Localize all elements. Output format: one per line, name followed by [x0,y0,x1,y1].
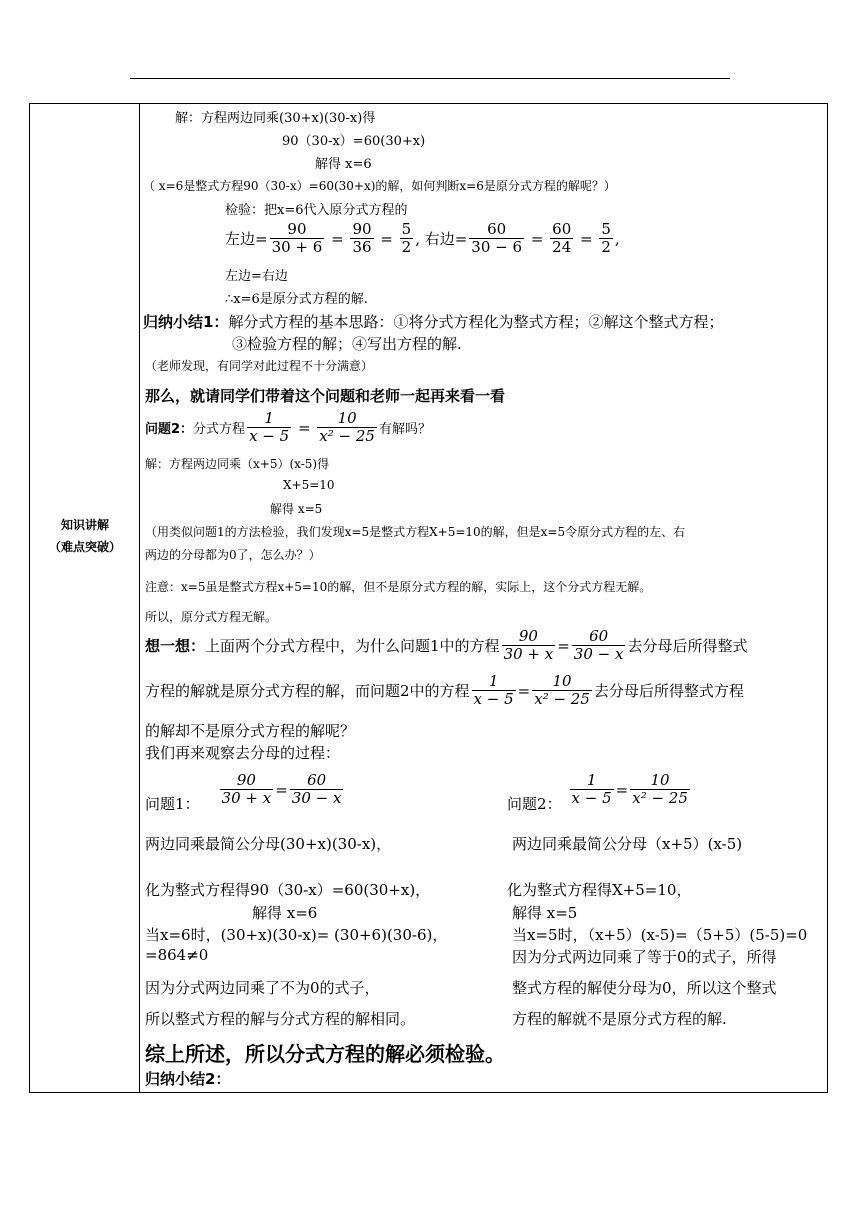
p2-note: 注意：x=5虽是整式方程x+5=10的解，但不是原分式方程的解，实际上，这个分式方程无解。 [145,580,652,594]
fraction: $\frac{60}{24}$ [552,220,572,257]
fraction: $\frac{1}{x - 5}$ [249,409,290,446]
think-line1a: 上面两个分式方程中，为什么问题1中的方程 [205,637,500,656]
fraction: $\frac{90}{36}$ [352,220,372,257]
transition-text: 那么，就请同学们带着这个问题和老师一起再来看一看 [145,387,506,405]
think-line3: 的解却不是原分式方程的解呢？ [145,722,356,740]
compare-right-l4: 当x=5时，（x+5）(x-5)=（5+5）(5-5)=0 [512,926,808,944]
fraction: $\frac{1}{x - 5}$ [571,771,612,808]
compare-left-label: 问题1： [145,794,200,813]
think-line1: 想一想： 上面两个分式方程中，为什么问题1中的方程 $\frac{90}{30 + x}$ = $\frac{60}{30 - x}$ 去分母后所得整式 [145,627,748,664]
compare-left-l1: 两边同乘最简公分母(30+x)(30-x)， [145,835,392,853]
compare-left-l2: 化为整式方程得90（30-x）=60(30+x)， [145,881,431,899]
final-statement: 综上所述，所以分式方程的解必须检验。 [145,1042,505,1066]
fraction: $\frac{1}{x - 5}$ [473,672,514,709]
p1-eq: 90（30-x）=60(30+x) [282,134,426,149]
compare-right-header: 问题2： $\frac{1}{x - 5}$ = $\frac{10}{\text{x² − 25}}$ [507,771,688,813]
think-line2a: 方程的解就是原分式方程的解，而问题2中的方程 [145,682,470,701]
fraction: $\frac{5}{2}$ [401,220,412,257]
p2-eq: X+5=10 [283,478,335,492]
compare-left-header: 问题1： $\frac{90}{30 + x}$ = $\frac{60}{30 - x}$ [145,771,342,813]
p1-conclusion: ∴x=6是原分式方程的解. [225,292,368,307]
compare-right-label: 问题2： [507,794,562,813]
p2-remark1: （用类似问题1的方法检验，我们发现x=5是整式方程X+5=10的解，但是x=5令原分式方程的左、右 [145,525,686,539]
compare-right-l1: 两边同乘最简公分母（x+5）(x-5) [512,835,743,853]
compare-left-l6: 因为分式两边同乘了不为0的式子， [145,979,380,997]
think-title: 想一想： [145,637,206,656]
summary1-line2: ③检验方程的解；④写出方程的解. [232,335,462,353]
p2-solve: 解：方程两边同乘（x+5）(x-5)得 [145,457,330,471]
fraction: $\frac{10}{\text{x² − 25}}$ [319,409,375,446]
fraction: $\frac{10}{\text{x² − 25}}$ [534,672,590,709]
p2-prefix: 分式方程 [193,422,246,438]
fraction: $\frac{60}{30 - x}$ [291,771,342,808]
fraction: $\frac{10}{\text{x² − 25}}$ [632,771,688,808]
cell-label [30,514,140,558]
fraction: $\frac{90}{30 + x}$ [221,771,272,808]
compare-right-l7: 方程的解就不是原分式方程的解. [512,1010,727,1028]
think-line2: 方程的解就是原分式方程的解，而问题2中的方程 $\frac{1}{x - 5}$ = $\frac{10}{\text{x² − 25}}$ 去分母后所得整式方程 [145,672,744,709]
p2-suffix: 有解吗？ [378,422,431,438]
p1-equal: 左边=右边 [225,269,288,284]
compare-right-l5: 因为分式两边同乘了等于0的式子，所得 [512,948,777,966]
cell-label-line2: （难点突破） [48,540,121,554]
left-side-label: 左边= [225,230,268,249]
right-side-label: , 右边= [415,230,468,249]
p2-remark2: 两边的分母都为0了，怎么办？） [145,548,321,562]
compare-left-l4: 当x=6时，(30+x)(30-x)= (30+6)(30-6)， [145,926,448,944]
think-line2b: 去分母后所得整式方程 [593,682,744,701]
p2-solved: 解得 x=5 [270,502,323,516]
fraction: $\frac{60}{30 - x}$ [573,627,624,664]
compare-left-l5: =864≠0 [145,946,209,964]
p1-verify-line: 左边= $\frac{90}{30 + 6}$ = $\frac{90}{36}$ = $\frac{5}{2}$ , 右边= $\frac{60}{30 - 6}$ = $\frac{60}{24}$ = $\frac{5}{2}$ , [225,220,620,257]
summary1-line1 [143,311,723,332]
fraction: $\frac{90}{30 + 6}$ [271,220,323,257]
compare-right-l2: 化为整式方程得X+5=10， [507,881,692,899]
p1-solve: 解：方程两边同乘(30+x)(30-x)得 [175,111,376,126]
fraction: $\frac{90}{30 + x}$ [503,627,554,664]
p1-check: 检验：把x=6代入原分式方程的 [225,203,408,218]
p1-question: （ x=6是整式方程90（30-x）=60(30+x)的解，如何判断x=6是原分式方程的解呢？） [143,179,616,193]
label-column [30,104,140,1092]
teacher-note: （老师发现，有同学对此过程不十分满意） [145,359,374,373]
think-line1b: 去分母后所得整式 [627,637,748,656]
header-rule [130,78,730,79]
compare-right-l6: 整式方程的解使分母为0，所以这个整式 [512,979,777,997]
cell-label-line1: 知识讲解 [60,518,109,532]
think-line4: 我们再来观察去分母的过程： [145,744,341,762]
summary2-title: 归纳小结2： [145,1070,231,1088]
p2-so: 所以，原分式方程无解。 [145,610,278,624]
summary1-text1: 解分式方程的基本思路：①将分式方程化为整式方程；②解这个整式方程； [228,313,724,331]
compare-left-l3: 解得 x=6 [252,904,318,922]
fraction: $\frac{60}{30 - 6}$ [471,220,523,257]
p1-solved: 解得 x=6 [315,157,372,172]
fraction: $\frac{5}{2}$ [601,220,611,257]
p2-title: 问题2： [145,422,194,438]
compare-left-l7: 所以整式方程的解与分式方程的解相同。 [145,1010,416,1028]
compare-right-l3: 解得 x=5 [512,904,578,922]
summary1-title: 归纳小结1： [143,313,229,331]
p2-statement: 问题2： 分式方程 $\frac{1}{x - 5}$ = $\frac{10}{\text{x² − 25}}$ 有解吗？ [145,409,431,446]
